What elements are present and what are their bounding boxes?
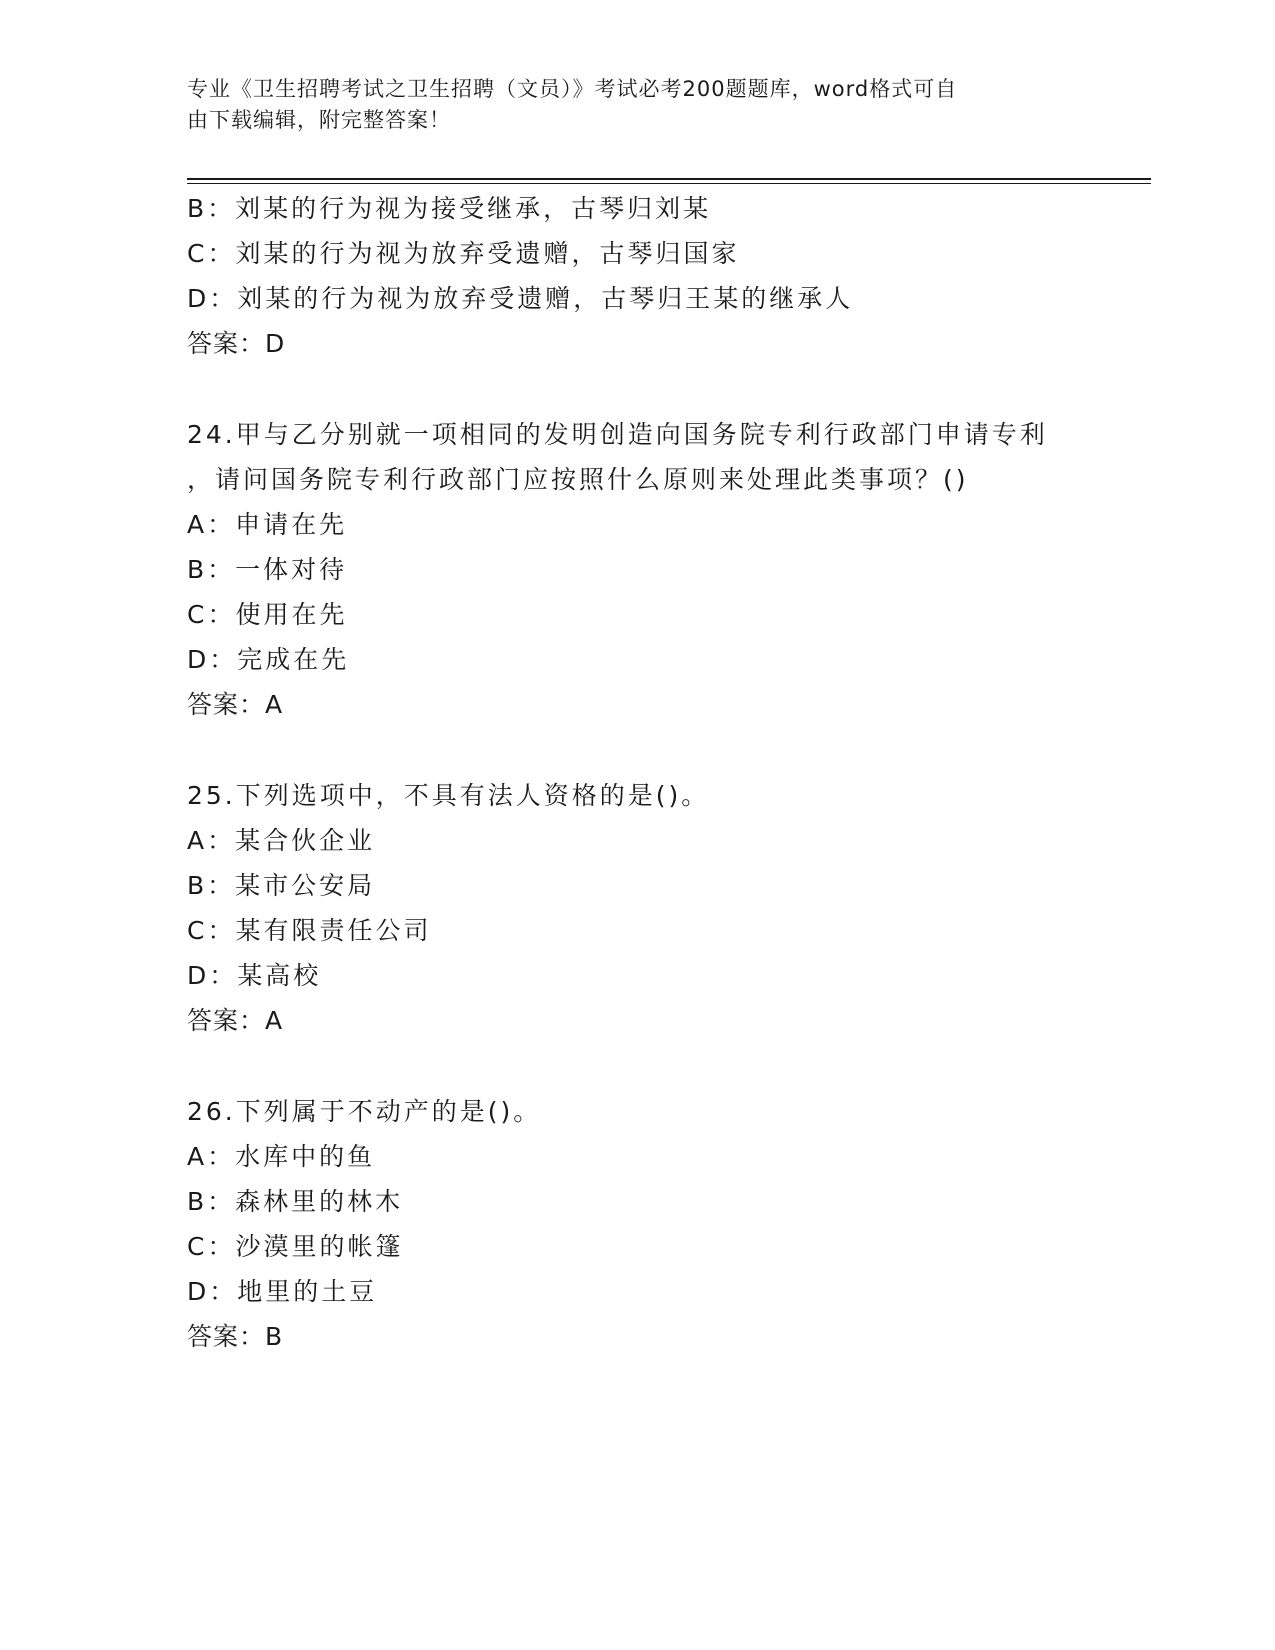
header-line-1: 专业《卫生招聘考试之卫生招聘（文员）》考试必考200题题库，word格式可自 — [187, 77, 958, 101]
option-b: B：一体对待 — [187, 555, 348, 584]
answer-line: 答案：D — [187, 329, 286, 358]
answer-line: 答案：B — [187, 1322, 284, 1351]
header-divider-thick — [187, 178, 1151, 180]
option-c: C：沙漠里的帐篷 — [187, 1232, 404, 1261]
option-d: D：完成在先 — [187, 645, 350, 674]
answer-line: 答案：A — [187, 1006, 284, 1035]
question-block-26 — [187, 1089, 1087, 1359]
spacer — [187, 366, 1087, 412]
spacer — [187, 1043, 1087, 1089]
question-stem: 26.下列属于不动产的是()。 — [187, 1097, 542, 1126]
answer-line: 答案：A — [187, 690, 284, 719]
option-a: A：申请在先 — [187, 510, 348, 539]
question-block-25 — [187, 773, 1087, 1043]
question-stem: 25.下列选项中，不具有法人资格的是()。 — [187, 781, 710, 810]
header-line-2: 由下载编辑，附完整答案！ — [187, 108, 451, 132]
option-b: B：某市公安局 — [187, 871, 376, 900]
option-c: C：刘某的行为视为放弃受遗赠，古琴归国家 — [187, 239, 740, 268]
option-c: C：某有限责任公司 — [187, 916, 432, 945]
option-a: A：某合伙企业 — [187, 826, 376, 855]
option-a: A：水库中的鱼 — [187, 1142, 376, 1171]
question-stem: 24.甲与乙分别就一项相同的发明创造向国务院专利行政部门申请专利 — [187, 420, 1048, 449]
question-block-24 — [187, 412, 1087, 727]
spacer — [187, 727, 1087, 773]
option-c: C：使用在先 — [187, 600, 348, 629]
document-header — [187, 74, 1087, 136]
option-b: B：森林里的林木 — [187, 1187, 404, 1216]
option-d: D：某高校 — [187, 961, 322, 990]
option-b: B：刘某的行为视为接受继承，古琴归刘某 — [187, 194, 712, 223]
option-d: D：刘某的行为视为放弃受遗赠，古琴归王某的继承人 — [187, 284, 854, 313]
question-list — [187, 186, 1087, 1359]
header-divider-thin — [187, 183, 1151, 184]
option-d: D：地里的土豆 — [187, 1277, 378, 1306]
question-block-prev — [187, 186, 1087, 366]
question-stem-continued: ，请问国务院专利行政部门应按照什么原则来处理此类事项？() — [187, 465, 969, 494]
